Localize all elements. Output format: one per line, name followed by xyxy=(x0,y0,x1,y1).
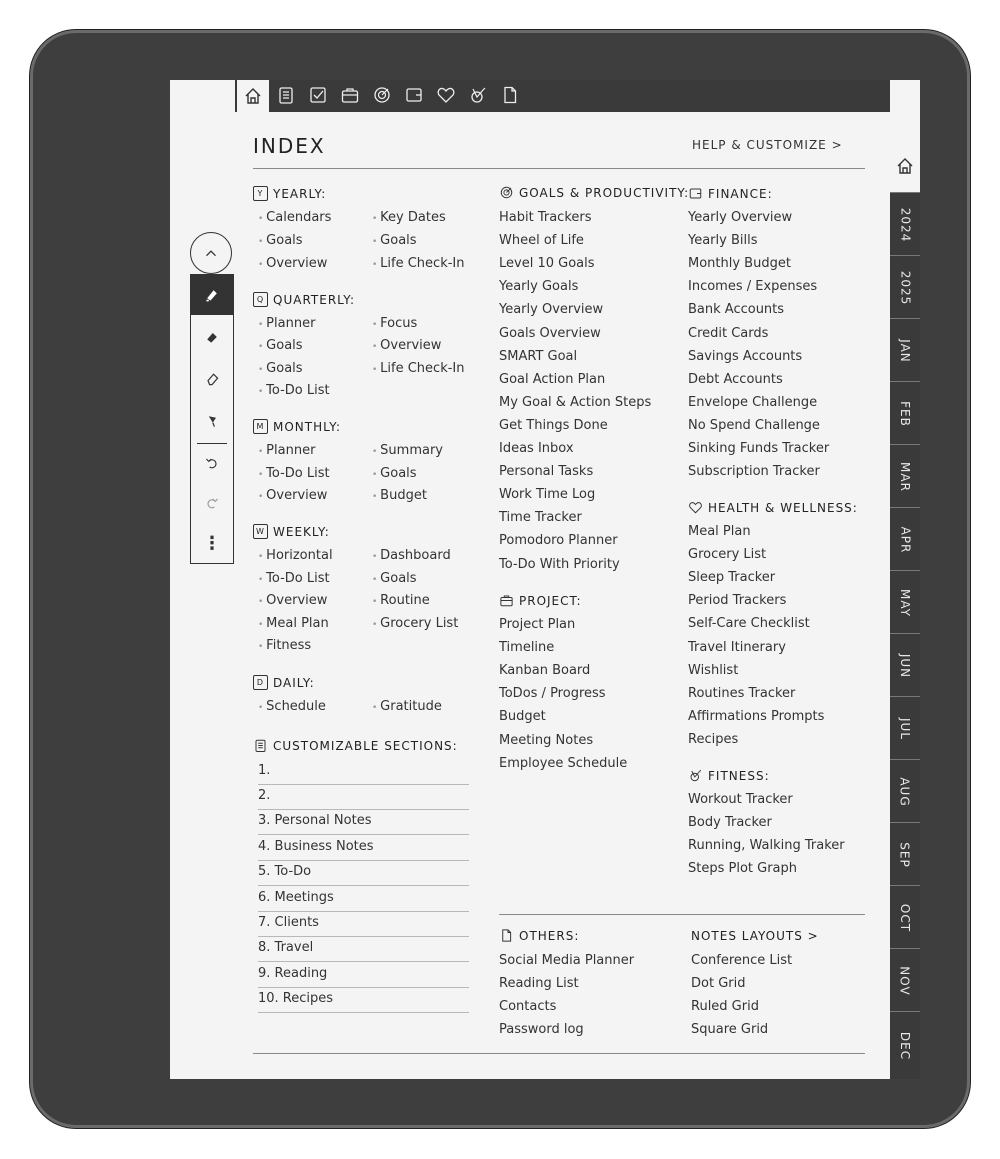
clipboard-icon xyxy=(253,738,268,753)
list-item[interactable]: Travel Itinerary xyxy=(688,639,786,655)
tab-apr[interactable]: APR xyxy=(890,507,920,571)
collapse-toolbar-button[interactable] xyxy=(190,232,232,274)
list-item[interactable]: • Gratitude xyxy=(372,699,442,714)
list-item[interactable]: Wishlist xyxy=(688,662,739,678)
list-item[interactable]: • Life Check-In xyxy=(372,256,465,271)
tab-nov[interactable]: NOV xyxy=(890,948,920,1012)
header-divider xyxy=(253,168,865,169)
list-item[interactable]: • Schedule xyxy=(258,699,326,714)
notes-layouts-link[interactable]: NOTES LAYOUTS > xyxy=(691,929,819,943)
blank-tab xyxy=(890,80,920,140)
list-item[interactable]: Work Time Log xyxy=(499,487,596,503)
pen-tool[interactable] xyxy=(191,275,233,315)
more-options-button[interactable]: ⋮ xyxy=(203,532,221,554)
list-item[interactable]: Reading List xyxy=(499,976,579,992)
list-item[interactable]: Habit Trackers xyxy=(499,210,592,225)
daily-heading[interactable]: D DAILY: xyxy=(253,675,315,690)
custom-section-2[interactable]: 2. xyxy=(258,784,469,810)
home-icon[interactable] xyxy=(237,80,269,112)
list-item[interactable]: Meeting Notes xyxy=(499,732,594,748)
list-item[interactable]: Pomodoro Planner xyxy=(499,533,618,549)
list-item[interactable]: Steps Plot Graph xyxy=(688,861,798,877)
lasso-icon xyxy=(204,413,220,429)
list-item[interactable]: Subscription Tracker xyxy=(688,464,820,480)
tab-sep[interactable]: SEP xyxy=(890,822,920,886)
list-item[interactable]: Savings Accounts xyxy=(688,348,803,364)
document-icon[interactable] xyxy=(499,84,521,106)
list-item[interactable]: • Overview xyxy=(372,338,441,353)
tab-oct[interactable]: OCT xyxy=(890,885,920,949)
list-item[interactable]: Sleep Tracker xyxy=(688,570,776,586)
list-item[interactable]: • Dashboard xyxy=(372,548,451,563)
list-item[interactable]: • Focus xyxy=(372,316,417,331)
list-item[interactable]: Running, Walking Traker xyxy=(688,838,845,854)
list-item[interactable]: Get Things Done xyxy=(499,417,608,433)
list-item[interactable]: Yearly Overview xyxy=(688,210,793,225)
list-item[interactable]: Project Plan xyxy=(499,617,576,632)
finance-heading[interactable]: FINANCE: xyxy=(688,186,773,201)
list-item[interactable]: Wheel of Life xyxy=(499,233,584,249)
list-item[interactable]: To-Do With Priority xyxy=(499,556,620,572)
list-item[interactable]: • Meal Plan xyxy=(258,616,329,631)
checkbox-icon[interactable] xyxy=(307,84,329,106)
list-item[interactable]: • Planner xyxy=(258,443,315,458)
quarterly-heading[interactable]: Q QUARTERLY: xyxy=(253,292,355,307)
list-item[interactable]: • Planner xyxy=(258,316,315,331)
list-item[interactable]: Timeline xyxy=(499,640,555,656)
list-item[interactable]: • To-Do List xyxy=(258,383,330,398)
fitness-icon xyxy=(688,768,703,783)
list-item[interactable]: Yearly Goals xyxy=(499,279,579,295)
heart-icon[interactable] xyxy=(435,84,457,106)
list-item[interactable]: • Key Dates xyxy=(372,210,446,225)
list-item[interactable]: Workout Tracker xyxy=(688,792,793,807)
custom-section-6[interactable]: 6. Meetings xyxy=(258,886,469,912)
target-icon[interactable] xyxy=(371,84,393,106)
list-item[interactable]: Kanban Board xyxy=(499,663,591,679)
list-item[interactable]: • Goals xyxy=(258,361,303,376)
list-item[interactable]: • Grocery List xyxy=(372,616,458,631)
briefcase-icon xyxy=(499,593,514,608)
list-item[interactable]: Dot Grid xyxy=(691,976,746,992)
list-item[interactable]: • Goals xyxy=(372,571,417,586)
lasso-tool[interactable] xyxy=(191,401,233,441)
list-item[interactable]: ToDos / Progress xyxy=(499,686,606,702)
tab-jul[interactable]: JUL xyxy=(890,696,920,760)
tab-mar[interactable]: MAR xyxy=(890,444,920,508)
tab-jan[interactable]: JAN xyxy=(890,318,920,382)
list-item[interactable]: Level 10 Goals xyxy=(499,256,595,272)
list-item[interactable]: • Goals xyxy=(372,233,417,248)
list-item[interactable]: Body Tracker xyxy=(688,815,772,831)
list-item[interactable]: • Routine xyxy=(372,593,430,608)
list-item[interactable]: Square Grid xyxy=(691,1022,769,1038)
tab-may[interactable]: MAY xyxy=(890,570,920,634)
footer-divider xyxy=(253,1053,865,1054)
tab-feb[interactable]: FEB xyxy=(890,381,920,445)
list-item[interactable]: Employee Schedule xyxy=(499,755,628,771)
list-item[interactable]: Debt Accounts xyxy=(688,371,783,387)
list-item[interactable]: Time Tracker xyxy=(499,510,582,526)
list-item[interactable]: • Life Check-In xyxy=(372,361,465,376)
list-item[interactable]: Ruled Grid xyxy=(691,999,759,1015)
eraser-icon xyxy=(204,371,220,387)
marker-tool[interactable] xyxy=(191,317,233,357)
planner-screen xyxy=(170,80,920,1079)
pen-icon xyxy=(204,287,220,303)
list-item[interactable]: Routines Tracker xyxy=(688,685,796,701)
fitness-icon[interactable] xyxy=(467,84,489,106)
yearly-badge-icon: Y xyxy=(253,186,268,201)
customizable-heading: CUSTOMIZABLE SECTIONS: xyxy=(253,738,458,753)
list-item[interactable]: Affirmations Prompts xyxy=(688,708,825,724)
project-heading[interactable]: PROJECT: xyxy=(499,593,582,608)
list-item[interactable]: • Horizontal xyxy=(258,548,333,563)
weekly-badge-icon: W xyxy=(253,524,268,539)
list-item[interactable]: Goals Overview xyxy=(499,325,601,341)
list-item[interactable]: Meal Plan xyxy=(688,524,751,539)
list-item[interactable]: SMART Goal xyxy=(499,348,578,364)
list-item[interactable]: My Goal & Action Steps xyxy=(499,394,652,410)
monthly-badge-icon: M xyxy=(253,419,268,434)
wallet-icon[interactable] xyxy=(403,84,425,106)
custom-section-1[interactable]: 1. xyxy=(258,759,469,785)
list-item[interactable]: Grocery List xyxy=(688,547,767,563)
list-item[interactable]: • To-Do List xyxy=(258,571,330,586)
list-item[interactable]: Incomes / Expenses xyxy=(688,279,818,295)
list-item[interactable]: Credit Cards xyxy=(688,325,769,341)
undo-button[interactable] xyxy=(191,443,233,483)
tab-dec[interactable]: DEC xyxy=(890,1011,920,1079)
list-item[interactable]: • Overview xyxy=(258,593,327,608)
list-item[interactable]: Bank Accounts xyxy=(688,302,785,318)
list-item[interactable]: No Spend Challenge xyxy=(688,417,820,433)
list-item[interactable]: • Goals xyxy=(372,466,417,481)
list-item[interactable]: • Goals xyxy=(258,233,303,248)
list-item[interactable]: • Summary xyxy=(372,443,443,458)
list-item[interactable]: • Goals xyxy=(258,338,303,353)
list-item[interactable]: Yearly Bills xyxy=(688,233,758,249)
tab-jun[interactable]: JUN xyxy=(890,633,920,697)
list-item[interactable]: Budget xyxy=(499,709,546,725)
month-tabs xyxy=(890,80,920,1079)
home-icon xyxy=(895,156,915,176)
others-heading[interactable]: OTHERS: xyxy=(499,928,579,943)
heart-icon xyxy=(688,500,703,515)
list-item[interactable]: Personal Tasks xyxy=(499,464,594,480)
custom-section-8[interactable]: 8. Travel xyxy=(258,936,469,962)
list-item[interactable]: Ideas Inbox xyxy=(499,441,574,456)
custom-section-9[interactable]: 9. Reading xyxy=(258,962,469,988)
tab-aug[interactable]: AUG xyxy=(890,759,920,823)
custom-section-10[interactable]: 10. Recipes xyxy=(258,987,469,1013)
list-item[interactable]: • Calendars xyxy=(258,210,331,225)
quarterly-badge-icon: Q xyxy=(253,292,268,307)
weekly-heading[interactable]: W WEEKLY: xyxy=(253,524,330,539)
list-item[interactable]: • Budget xyxy=(372,488,427,503)
list-item[interactable]: • Fitness xyxy=(258,638,311,653)
marker-icon xyxy=(204,329,220,345)
list-item[interactable]: • To-Do List xyxy=(258,466,330,481)
page-title: INDEX xyxy=(253,134,326,158)
list-item[interactable]: Yearly Overview xyxy=(499,302,604,318)
briefcase-icon[interactable] xyxy=(339,84,361,106)
tab-2024[interactable]: 2024 xyxy=(890,192,920,256)
list-item[interactable]: Self-Care Checklist xyxy=(688,616,810,632)
redo-button[interactable] xyxy=(191,483,233,523)
help-customize-link[interactable]: HELP & CUSTOMIZE > xyxy=(692,138,843,152)
custom-section-5[interactable]: 5. To-Do xyxy=(258,860,469,886)
custom-section-3[interactable]: 3. Personal Notes xyxy=(258,809,469,835)
list-item[interactable]: Social Media Planner xyxy=(499,953,635,968)
clipboard-icon[interactable] xyxy=(275,84,297,106)
wallet-icon xyxy=(688,186,703,201)
tab-2025[interactable]: 2025 xyxy=(890,255,920,319)
top-navigation-bar xyxy=(235,80,891,112)
list-item[interactable]: Monthly Budget xyxy=(688,256,791,272)
list-item[interactable]: • Overview xyxy=(258,488,327,503)
list-item[interactable]: Period Trackers xyxy=(688,593,787,609)
list-item[interactable]: Conference List xyxy=(691,953,793,968)
list-item[interactable]: • Overview xyxy=(258,256,327,271)
monthly-heading[interactable]: M MONTHLY: xyxy=(253,419,341,434)
list-item[interactable]: Envelope Challenge xyxy=(688,394,818,410)
target-icon xyxy=(499,185,514,200)
tab-home[interactable] xyxy=(890,140,920,192)
list-item[interactable]: Sinking Funds Tracker xyxy=(688,441,830,456)
list-item[interactable]: Goal Action Plan xyxy=(499,371,606,387)
daily-badge-icon: D xyxy=(253,675,268,690)
goals-heading[interactable]: GOALS & PRODUCTIVITY: xyxy=(499,185,689,200)
drawing-toolbar xyxy=(190,274,234,564)
custom-section-7[interactable]: 7. Clients xyxy=(258,911,469,937)
redo-icon xyxy=(204,495,220,511)
fitness-heading[interactable]: FITNESS: xyxy=(688,768,770,783)
health-heading[interactable]: HEALTH & WELLNESS: xyxy=(688,500,858,515)
others-divider xyxy=(499,914,865,915)
document-icon xyxy=(499,928,514,943)
yearly-heading[interactable]: Y YEARLY: xyxy=(253,186,326,201)
list-item[interactable]: Recipes xyxy=(688,731,739,747)
list-item[interactable]: Contacts xyxy=(499,999,557,1015)
custom-section-4[interactable]: 4. Business Notes xyxy=(258,835,469,861)
undo-icon xyxy=(204,455,220,471)
eraser-tool[interactable] xyxy=(191,359,233,399)
chevron-up-icon xyxy=(202,244,220,262)
list-item[interactable]: Password log xyxy=(499,1022,584,1038)
